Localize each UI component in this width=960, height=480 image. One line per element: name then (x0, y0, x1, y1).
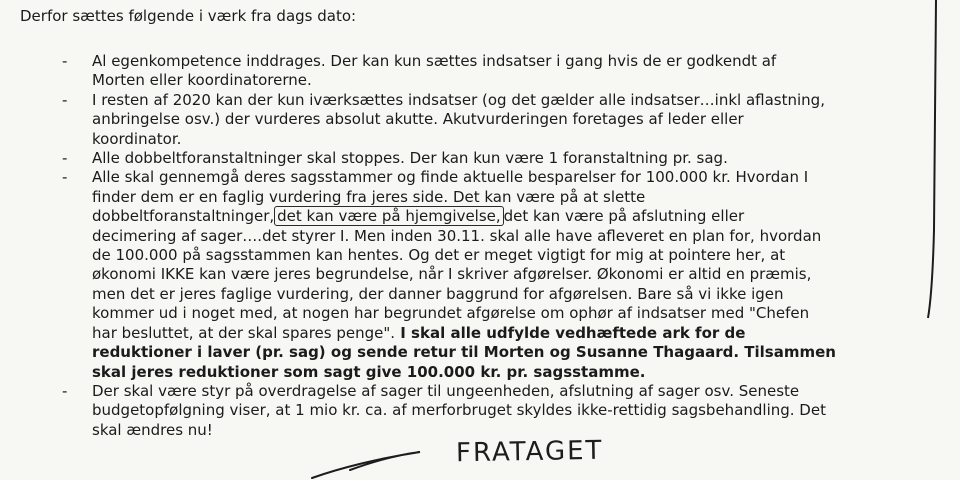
text-line: økonomi IKKE kan være jeres begrundelse, når I skriver afgørelser. Økonomi er altid en præmis, (92, 265, 812, 284)
handwritten-note: FRATAGET (455, 435, 604, 469)
text-line: anbringelse osv.) der vurderes absolut akutte. Akutvurderingen foretages af leder eller (92, 110, 744, 129)
text-line: decimering af sager….det styrer I. Men inden 30.11. skal alle have afleveret en plan for, hvordan (92, 226, 822, 245)
text-line: de 100.000 på sagsstammen kan hentes. Og det er meget vigtigt for mig at pointere her, at (92, 246, 786, 265)
bold-text-line: skal jeres reduktioner som sagt give 100.000 kr. pr. sagsstamme. (92, 362, 646, 381)
list-item (20, 149, 920, 168)
list-item (20, 382, 920, 440)
text-segment: det kan være på afslutning eller (503, 207, 745, 226)
text-line: koordinator. (92, 129, 182, 148)
intro-paragraph: Derfor sættes følgende i værk fra dags dato: (20, 7, 357, 25)
text-line: Alle dobbeltforanstaltninger skal stoppes. Der kan kun være 1 foranstaltning pr. sag. (92, 149, 728, 168)
text-line: Alle skal gennemgå deres sagsstammer og finde aktuelle besparelser for 100.000 kr. Hvordan I (92, 168, 809, 187)
text-line: men det er jeres faglige vurdering, der danner baggrund for afgørelsen. Bare så vi ikke igen (92, 284, 784, 303)
text-line: kommer ud i noget med, at nogen har begrundet afgørelse om ophør af indsatser med "Chefen (92, 304, 810, 323)
bold-text-segment: I skal alle udfylde vedhæftede ark for de (395, 323, 746, 342)
text-line: skal ændres nu! (92, 420, 213, 439)
handdrawn-vertical-line-icon (928, 0, 936, 318)
text-line (92, 207, 920, 226)
bullet-dash: - (62, 90, 68, 109)
handdrawn-arrow-icon (312, 452, 420, 478)
text-segment: har besluttet, at der skal spares penge". (92, 323, 396, 342)
list-item (20, 168, 920, 381)
bold-text-line: reduktioner i laver (pr. sag) og sende retur til Morten og Susanne Thagaard. Tilsammen (92, 343, 836, 362)
list-item (20, 52, 920, 91)
bullet-list (20, 52, 920, 440)
text-line: Morten eller koordinatorerne. (92, 71, 312, 90)
bullet-dash: - (62, 149, 68, 168)
text-line: finder dem er en faglig vurdering fra jeres side. Det kan være på at slette (92, 187, 646, 206)
text-line: Al egenkompetence inddrages. Der kan kun sættes indsatser i gang hvis de er godkendt af (92, 52, 777, 70)
text-line: I resten af 2020 kan der kun iværksættes indsatser (og det gælder alle indsatser…inkl aflastning, (92, 90, 825, 109)
text-line: Der skal være styr på overdragelse af sager til ungeenheden, afslutning af sager osv. Seneste (92, 381, 800, 400)
text-segment: dobbeltforanstaltninger, (92, 207, 275, 226)
bullet-dash: - (62, 52, 68, 70)
list-item (20, 91, 920, 149)
text-line: budgetopfølgning viser, at 1 mio kr. ca. af merforbruget skyldes ikke-rettidig sagsbehandling. Det (92, 401, 826, 420)
bullet-dash: - (62, 168, 68, 187)
bullet-dash: - (62, 381, 68, 400)
text-line (92, 324, 920, 343)
handdrawn-box-highlight: det kan være på hjemgivelse, (274, 206, 504, 226)
